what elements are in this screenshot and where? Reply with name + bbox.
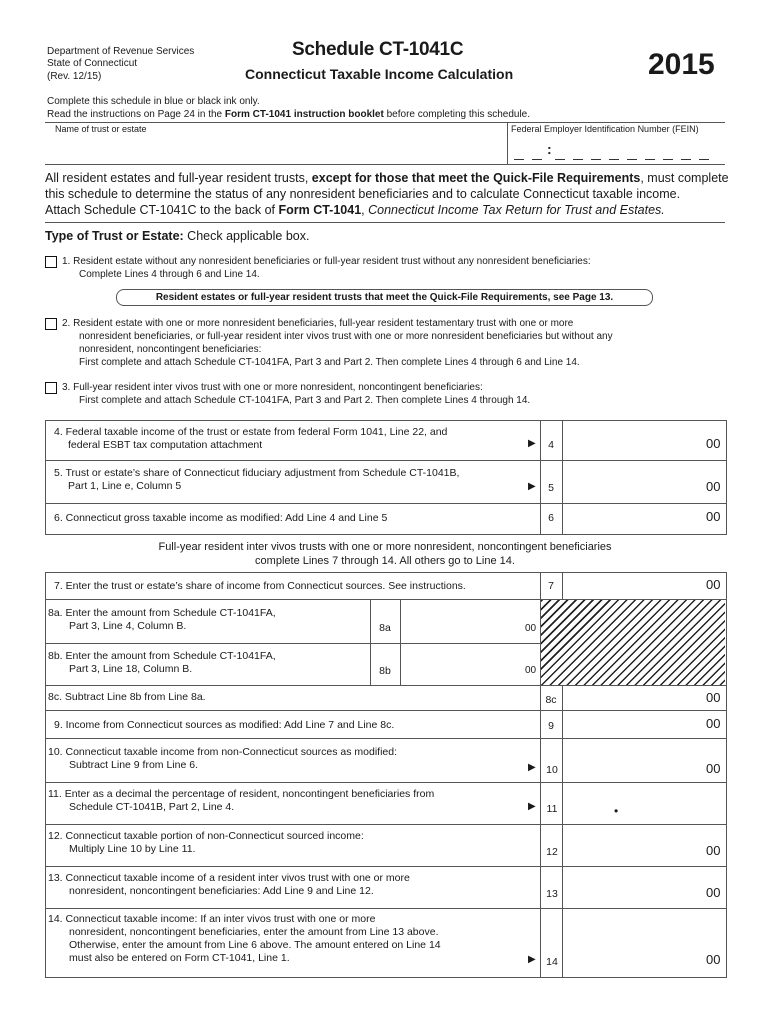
line-13-amount-field[interactable] <box>565 870 695 905</box>
line-6-amount-field[interactable] <box>565 506 695 531</box>
line-9-number: 9 <box>548 720 554 732</box>
fein-field[interactable]: : <box>510 135 722 161</box>
line-4-label: 4. Federal taxable income of the trust or estate from federal Form 1041, Line 22, and federal ESBT tax computation attachment <box>54 426 448 451</box>
line-10-cents: 00 <box>706 761 721 776</box>
line-14-amount-field[interactable] <box>565 912 695 973</box>
line-8a-cents: 00 <box>525 623 537 634</box>
quickfile-note: Resident estates or full-year resident trusts that meet the Quick-File Requirements, see Page 13. <box>116 289 653 306</box>
line-7-number: 7 <box>548 580 554 592</box>
line-8a-label: 8a. Enter the amount from Schedule CT-1041FA, Part 3, Line 4, Column B. <box>48 607 276 632</box>
fein-label: Federal Employer Identification Number (FEIN) <box>511 124 699 134</box>
line-8a-number: 8a <box>379 622 391 634</box>
tax-year: 2015 <box>648 48 715 81</box>
line-5-cents: 00 <box>706 479 721 494</box>
line-6-number: 6 <box>548 512 554 524</box>
line-9-amount-field[interactable] <box>565 713 695 735</box>
line-4-number: 4 <box>548 439 554 451</box>
arrow-icon: ▶ <box>528 762 536 773</box>
line-10-amount-field[interactable] <box>565 742 695 779</box>
option-2-checkbox[interactable] <box>45 318 57 330</box>
line-14-cents: 00 <box>706 952 721 967</box>
state-name: State of Connecticut <box>47 58 138 69</box>
form-subtitle: Connecticut Taxable Income Calculation <box>245 66 514 82</box>
option-3-text: 3. Full-year resident inter vivos trust with one or more nonresident, noncontingent beneficiaries: First complete and attach Schedule CT-1041FA, Part 3 and Part 2. Then complete Lines 4 through 14. <box>62 382 531 406</box>
line-14-number: 14 <box>546 956 558 968</box>
line-13-label: 13. Connecticut taxable income of a resident inter vivos trust with one or more nonresident, noncontingent beneficiaries: Add Line 9 and Line 12. <box>48 872 410 897</box>
read-instruction: Read the instructions on Page 24 in the Form CT-1041 instruction booklet before completing this schedule. <box>47 109 531 120</box>
line-7-cents: 00 <box>706 577 721 592</box>
option-2-text: 2. Resident estate with one or more nonresident beneficiaries, full-year resident testamentary trust with one or more nonresident beneficiaries, or full-year resident inter vivos trust with one or more nonresident beneficiaries but without any nonresident, noncontingent beneficiaries: First complete and attach Schedule CT-1041FA, Part 3 and Part 2. Then complete Lines 4 through 6 and Line 14. <box>62 318 613 368</box>
dept-name: Department of Revenue Services <box>47 46 195 57</box>
line-4-amount-field[interactable] <box>565 424 695 457</box>
hatched-area <box>541 600 725 685</box>
line-14-label: 14. Connecticut taxable income: If an inter vivos trust with one or more nonresident, noncontingent beneficiaries, enter the amount from Line 13 above. Otherwise, enter the amount from Line 6 above. The amount entered on Line 14 must also be entered on Form CT-1041, Line 1. <box>48 913 441 964</box>
line-8b-cents: 00 <box>525 665 537 676</box>
line-5-number: 5 <box>548 482 554 494</box>
line-12-number: 12 <box>546 846 558 858</box>
line-10-number: 10 <box>546 764 558 776</box>
line-5-amount-field[interactable] <box>565 464 695 500</box>
line-9-label: 9. Income from Connecticut sources as modified: Add Line 7 and Line 8c. <box>54 719 395 731</box>
option-3-checkbox[interactable] <box>45 382 57 394</box>
line-10-label: 10. Connecticut taxable income from non-Connecticut sources as modified: Subtract Line 9 from Line 6. <box>48 746 398 771</box>
revision: (Rev. 12/15) <box>47 71 102 82</box>
line-7-amount-field[interactable] <box>565 575 695 597</box>
option-1-checkbox[interactable] <box>45 256 57 268</box>
intro-paragraph: All resident estates and full-year resident trusts, except for those that meet the Quick-File Requirements, must complete this schedule to determine the status of any nonresident beneficiaries and to calculate Connecticut taxable income. Attach Schedule CT-1041C to the back of Form CT-1041, Connecticut Income Tax Return for Trust and Estates. <box>45 171 729 217</box>
option-1-text: 1. Resident estate without any nonresident beneficiaries or full-year resident trust without any nonresident beneficiaries: Complete Lines 4 through 6 and Line 14. <box>62 256 591 280</box>
name-label: Name of trust or estate <box>55 124 147 134</box>
line-8a-amount-field[interactable] <box>403 603 513 639</box>
line-8c-cents: 00 <box>706 690 721 705</box>
line-6-label: 6. Connecticut gross taxable income as modified: Add Line 4 and Line 5 <box>54 512 388 524</box>
line-13-number: 13 <box>546 888 558 900</box>
form-title: Schedule CT-1041C <box>292 39 464 60</box>
arrow-icon: ▶ <box>528 954 536 965</box>
line-8c-number: 8c <box>545 694 557 706</box>
line-5-label: 5. Trust or estate’s share of Connecticut fiduciary adjustment from Schedule CT-1041B, Part 1, Line e, Column 5 <box>54 467 460 492</box>
line-12-cents: 00 <box>706 843 721 858</box>
line-12-amount-field[interactable] <box>565 828 695 863</box>
line-4-cents: 00 <box>706 436 721 451</box>
line-9-cents: 00 <box>706 716 721 731</box>
line-8b-label: 8b. Enter the amount from Schedule CT-1041FA, Part 3, Line 18, Column B. <box>48 650 276 675</box>
line-13-cents: 00 <box>706 885 721 900</box>
line-11-number: 11 <box>546 803 558 815</box>
line-8c-label: 8c. Subtract Line 8b from Line 8a. <box>48 691 206 703</box>
ink-instruction: Complete this schedule in blue or black ink only. <box>47 96 260 107</box>
decimal-point: • <box>614 804 619 818</box>
line-8b-number: 8b <box>379 665 391 677</box>
line-8c-amount-field[interactable] <box>565 688 695 708</box>
type-heading: Type of Trust or Estate: Check applicable box. <box>45 229 310 243</box>
line-11-decimal-field[interactable] <box>565 786 720 821</box>
line-8b-amount-field[interactable] <box>403 646 513 682</box>
lines-7-14-note: Full-year resident inter vivos trusts with one or more nonresident, noncontingent beneficiaries complete Lines 7 through 14. All others go to Line 14. <box>158 541 612 567</box>
arrow-icon: ▶ <box>528 438 536 449</box>
arrow-icon: ▶ <box>528 801 536 812</box>
arrow-icon: ▶ <box>528 481 536 492</box>
line-12-label: 12. Connecticut taxable portion of non-Connecticut sourced income: Multiply Line 10 by Line 11. <box>48 830 364 855</box>
line-11-label: 11. Enter as a decimal the percentage of resident, noncontingent beneficiaries from Schedule CT-1041B, Part 2, Line 4. <box>48 788 435 813</box>
line-6-cents: 00 <box>706 509 721 524</box>
name-field[interactable] <box>48 135 503 161</box>
line-7-label: 7. Enter the trust or estate’s share of income from Connecticut sources. See instructions. <box>54 580 466 592</box>
